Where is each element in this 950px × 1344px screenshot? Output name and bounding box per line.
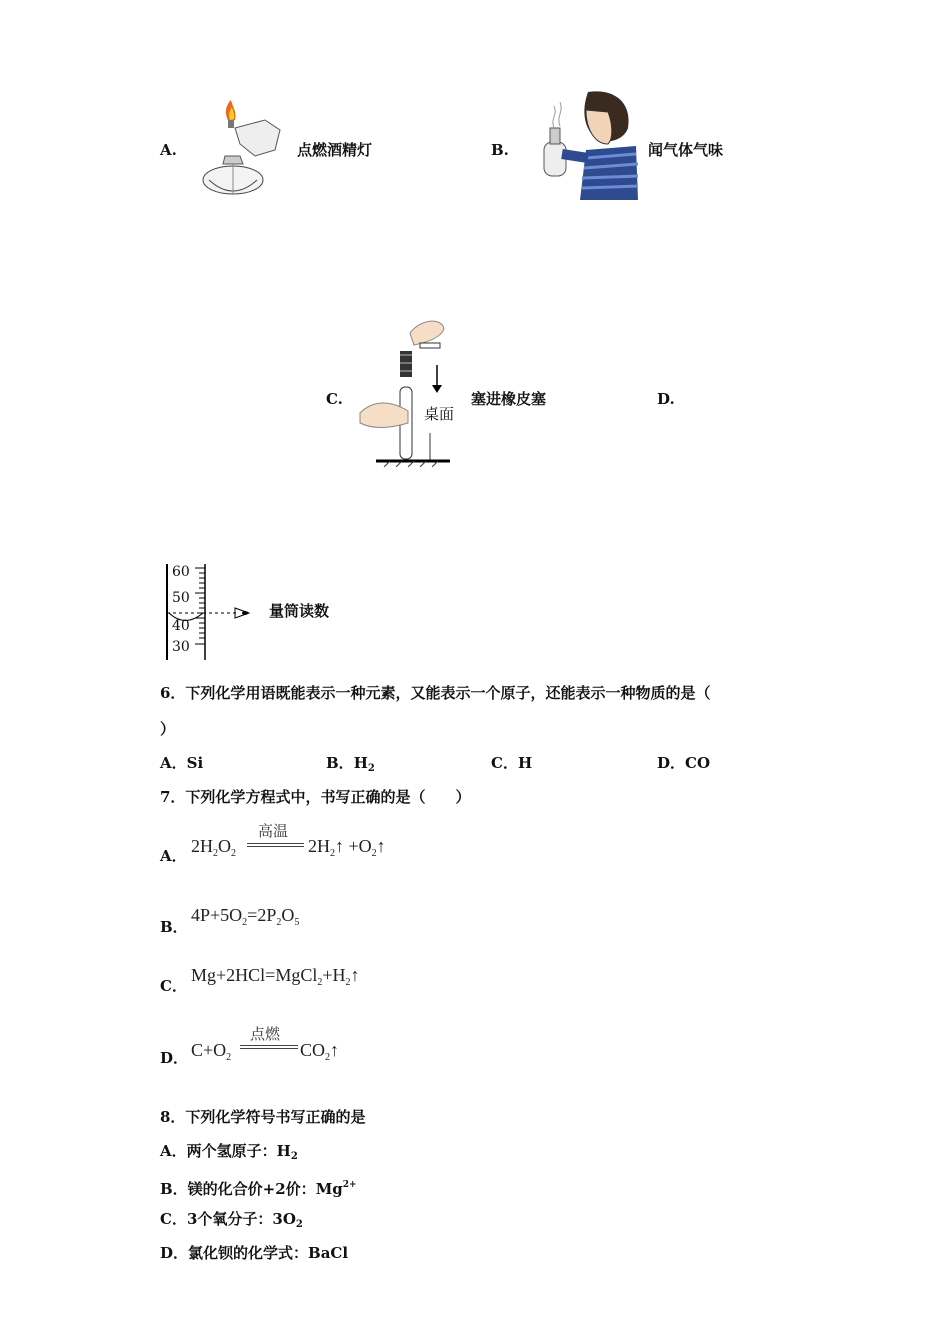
q5-option-a-label: A. <box>160 141 177 159</box>
q5-option-d-caption: 量筒读数 <box>269 602 330 620</box>
inserting-stopper-figure <box>358 315 468 467</box>
q8-option-b-superscript: 2+ <box>342 1180 357 1190</box>
q6-stem: 6．下列化学用语既能表示一种元素，又能表示一个原子，还能表示一种物质的是（ <box>160 684 711 702</box>
scale-50: 50 <box>172 590 190 606</box>
q6-option-b <box>326 753 375 779</box>
smelling-gas-figure <box>528 88 640 200</box>
q8-option-c-formula: 3O <box>272 1210 296 1228</box>
q8-option-d-formula: BaCl <box>308 1244 349 1262</box>
q7-stem: 7．下列化学方程式中，书写正确的是（ ） <box>160 788 471 806</box>
q6-option-d-label: D． <box>657 754 686 772</box>
q6-option-c <box>491 753 532 773</box>
q7-equation-a-condition: 高温 <box>258 822 289 840</box>
q8-option-a-subscript: 2 <box>290 1151 298 1162</box>
q8-stem: 8．下列化学符号书写正确的是 <box>160 1108 366 1126</box>
q7-equation-d-condition: 点燃 <box>250 1025 281 1043</box>
q7-option-d-label: D． <box>160 1049 189 1067</box>
q6-option-a <box>160 753 203 773</box>
alcohol-lamp-lighting-figure <box>195 98 290 202</box>
q5-option-d-label: D. <box>657 390 675 408</box>
q7-option-c-label: C． <box>160 977 187 995</box>
q6-option-a-label: A． <box>160 754 187 772</box>
q5-option-b-caption: 闻气体气味 <box>648 141 724 159</box>
q8-option-a-text: A．两个氢原子： <box>160 1142 277 1160</box>
q6-option-b-label: B． <box>326 754 354 772</box>
q5-option-c-caption: 塞进橡皮塞 <box>471 390 547 408</box>
q6-stem-end: ） <box>160 720 176 738</box>
q8-option-a <box>160 1141 298 1167</box>
q6-option-c-value: H <box>517 754 533 772</box>
graduated-cylinder-figure <box>163 562 273 662</box>
q7-equation-a-right: $2H_2↑$ $+O_2↑$ <box>308 836 386 859</box>
q6-option-b-subscript: 2 <box>367 763 375 774</box>
q8-option-b-text: B．镁的化合价+2价： <box>160 1180 316 1198</box>
q8-option-b-formula: Mg <box>315 1180 343 1198</box>
q8-option-d-text: D．氯化钡的化学式： <box>160 1244 309 1262</box>
q5-option-a-caption: 点燃酒精灯 <box>297 141 373 159</box>
table-surface-label: 桌面 <box>424 405 455 423</box>
q6-option-d-value: CO <box>685 754 711 772</box>
q7-option-b-label: B． <box>160 918 188 936</box>
q6-option-c-label: C． <box>491 754 518 772</box>
q7-equation-d-right: $CO_2↑$ <box>300 1040 340 1063</box>
q8-option-c-subscript: 2 <box>295 1219 303 1230</box>
q7-equation-c: $Mg+2HCl=MgCl_2+H_2↑$ <box>191 965 360 988</box>
q8-option-c-text: C．3个氧分子： <box>160 1210 273 1228</box>
scale-30: 30 <box>172 639 190 655</box>
q5-option-b-label: B. <box>491 141 509 159</box>
q7-equation-d-equals <box>240 1045 298 1049</box>
q5-option-c-label: C. <box>326 390 343 408</box>
q6-option-b-value: H <box>353 754 368 772</box>
q6-option-a-value: Si <box>186 754 204 772</box>
q8-option-c <box>160 1209 303 1235</box>
q7-equation-d-left: $C+O_2$ <box>191 1040 232 1063</box>
q8-option-d <box>160 1243 348 1263</box>
q8-option-b <box>160 1175 357 1199</box>
scale-40: 40 <box>172 618 190 634</box>
q8-option-a-formula: H <box>276 1142 291 1160</box>
scale-60: 60 <box>172 564 190 580</box>
q6-option-d <box>657 753 710 773</box>
q7-equation-a-equals <box>247 843 304 847</box>
q7-equation-a-left: $2H_2O_2$ <box>191 836 236 859</box>
q7-equation-b: $4P+5O_2=2P_2O_5$ <box>191 905 300 928</box>
q7-option-a-label: A． <box>160 847 187 865</box>
